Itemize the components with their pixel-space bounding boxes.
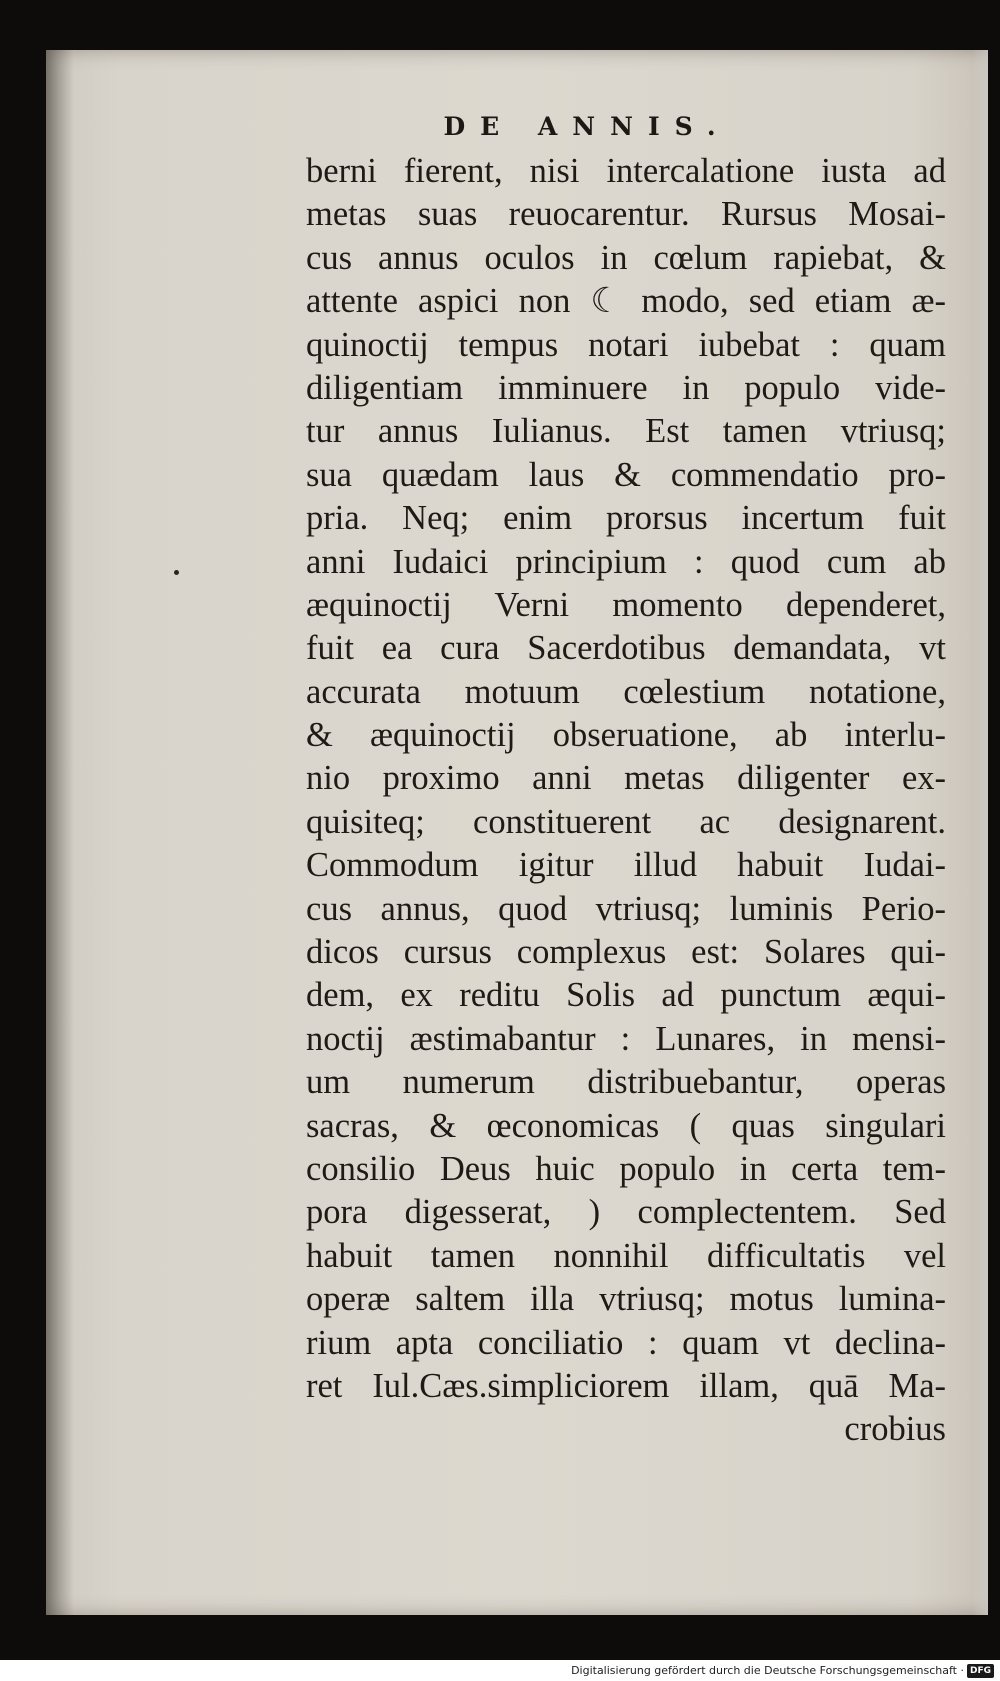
text-line: sacras, & œconomicas ( quas singulari: [306, 1106, 946, 1145]
text-line: metas suas reuocarentur. Rursus Mosai-: [306, 195, 946, 234]
text-line: fuit ea cura Sacerdotibus demandata, vt: [306, 629, 946, 668]
text-line: noctij æstimabantur : Lunares, in mensi-: [306, 1019, 946, 1058]
text-line: & æquinoctij obseruatione, ab interlu-: [306, 716, 946, 755]
text-line: Commodum igitur illud habuit Iudai-: [306, 846, 946, 885]
text-line: sua quædam laus & commendatio pro-: [306, 455, 946, 494]
text-line: anni Iudaici principium : quod cum ab: [306, 542, 946, 581]
text-line: consilio Deus huic populo in certa tem-: [306, 1149, 946, 1188]
text-line: cus annus oculos in cœlum rapiebat, &: [306, 238, 946, 277]
text-line: quisiteq; constituerent ac designarent.: [306, 802, 946, 841]
text-line: nio proximo anni metas diligenter ex-: [306, 759, 946, 798]
text-line: cus annus, quod vtriusq; luminis Perio-: [306, 889, 946, 928]
dfg-logo: DFG: [967, 1664, 994, 1678]
text-line: pora digesserat, ) complectentem. Sed: [306, 1193, 946, 1232]
text-line: accurata motuum cœlestium notatione,: [306, 672, 946, 711]
text-line: pria. Neq; enim prorsus incertum fuit: [306, 499, 946, 538]
gutter-shadow: [46, 50, 74, 1615]
margin-mark: [174, 570, 179, 575]
text-line: æquinoctij Verni momento dependeret,: [306, 585, 946, 624]
text-line: ret Iul.Cæs.simpliciorem illam, quā Ma-: [306, 1366, 946, 1405]
text-line: dicos cursus complexus est: Solares qui-: [306, 933, 946, 972]
footer-credit: [571, 1662, 994, 1680]
text-line: dem, ex reditu Solis ad punctum æqui-: [306, 976, 946, 1015]
text-line: operæ saltem illa vtriusq; motus lumina-: [306, 1280, 946, 1319]
running-head: DE ANNIS.: [443, 112, 731, 141]
book-page: [46, 50, 988, 1615]
body-text: [306, 150, 946, 1452]
text-line: berni fierent, nisi intercalatione iusta ad: [306, 152, 946, 190]
page-edge: [972, 50, 988, 1615]
text-line: quinoctij tempus notari iubebat : quam: [306, 325, 946, 364]
text-line: habuit tamen nonnihil difficultatis vel: [306, 1236, 946, 1275]
catchword: crobius: [844, 1410, 946, 1449]
footer-credit-text: Digitalisierung gefördert durch die Deutsche Forschungsgemeinschaft ·: [571, 1664, 964, 1677]
text-line: um numerum distribuebantur, operas: [306, 1063, 946, 1102]
text-line: tur annus Iulianus. Est tamen vtriusq;: [306, 412, 946, 451]
text-line: rium apta conciliatio : quam vt declina-: [306, 1323, 946, 1362]
text-line: diligentiam imminuere in populo vide-: [306, 368, 946, 407]
text-line: attente aspici non ☾ modo, sed etiam æ-: [306, 282, 946, 321]
